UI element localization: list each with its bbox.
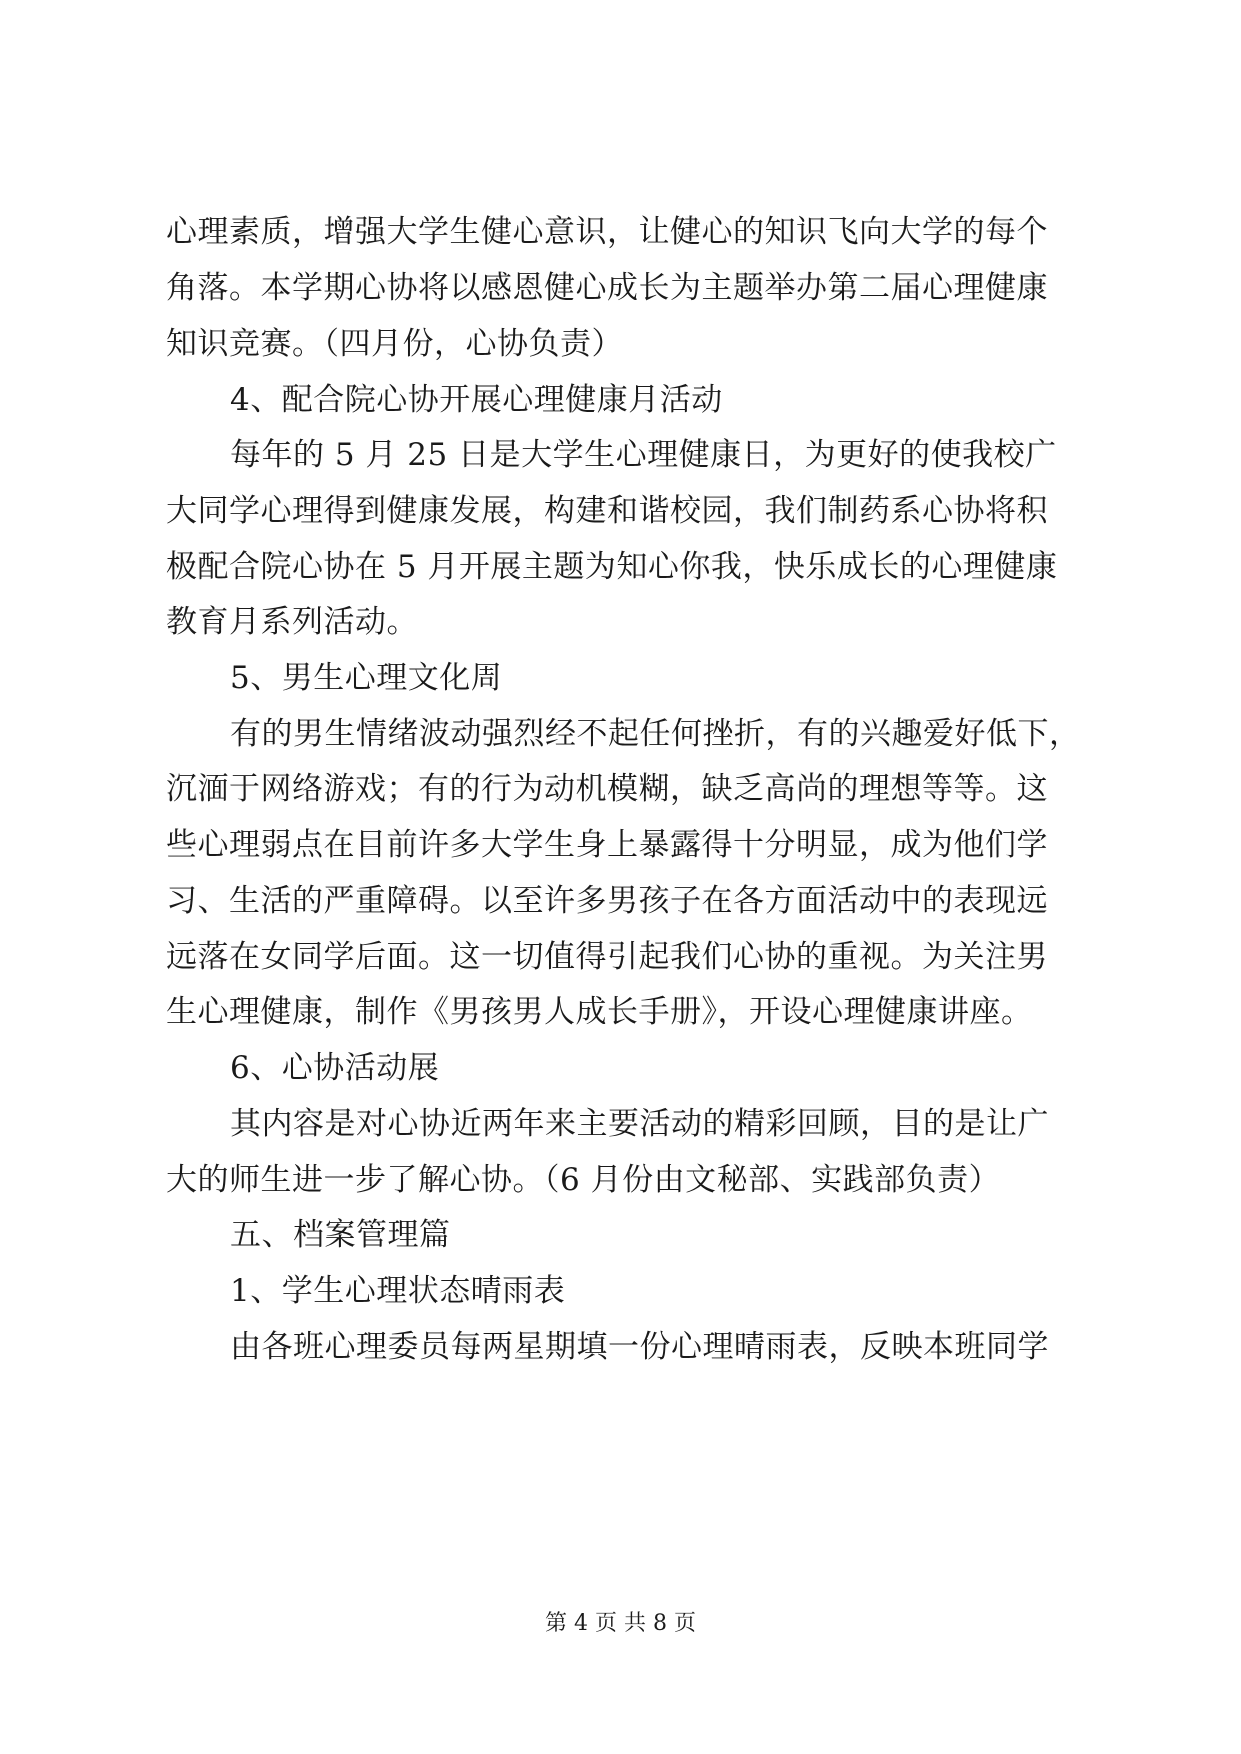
section-heading: 6、心协活动展 <box>230 1050 440 1086</box>
text-line: 知识竞赛。（四月份，心协负责） <box>166 326 623 362</box>
text-line: 沉湎于网络游戏；有的行为动机模糊，缺乏高尚的理想等等。这 <box>166 771 1048 807</box>
text-line: 大同学心理得到健康发展，构建和谐校园，我们制药系心协将积 <box>166 493 1048 529</box>
section-heading: 五、档案管理篇 <box>230 1217 451 1253</box>
text-line: 远落在女同学后面。这一切值得引起我们心协的重视。为关注男 <box>166 939 1048 975</box>
text-line: 些心理弱点在目前许多大学生身上暴露得十分明显，成为他们学 <box>166 827 1048 863</box>
text-line: 教育月系列活动。 <box>166 604 418 640</box>
text-line: 其内容是对心协近两年来主要活动的精彩回顾，目的是让广 <box>230 1106 1049 1142</box>
text-line: 大的师生进一步了解心协。（6 月份由文秘部、实践部负责） <box>166 1162 1001 1198</box>
text-line: 有的男生情绪波动强烈经不起任何挫折，有的兴趣爱好低下， <box>230 716 1081 752</box>
section-heading: 4、配合院心协开展心理健康月活动 <box>230 382 723 418</box>
text-line: 极配合院心协在 5 月开展主题为知心你我，快乐成长的心理健康 <box>166 549 1058 585</box>
text-line: 每年的 5 月 25 日是大学生心理健康日，为更好的使我校广 <box>230 437 1057 473</box>
text-line: 生心理健康，制作《男孩男人成长手册》，开设心理健康讲座。 <box>166 994 1033 1030</box>
text-line: 角落。本学期心协将以感恩健心成长为主题举办第二届心理健康 <box>166 270 1048 306</box>
text-line: 心理素质，增强大学生健心意识，让健心的知识飞向大学的每个 <box>166 214 1048 250</box>
text-line: 由各班心理委员每两星期填一份心理晴雨表，反映本班同学 <box>230 1329 1049 1365</box>
section-heading: 5、男生心理文化周 <box>230 660 503 696</box>
section-heading: 1、学生心理状态晴雨表 <box>230 1273 566 1309</box>
page-number-footer: 第 4 页 共 8 页 <box>545 1611 696 1636</box>
text-line: 习、生活的严重障碍。以至许多男孩子在各方面活动中的表现远 <box>166 883 1048 919</box>
